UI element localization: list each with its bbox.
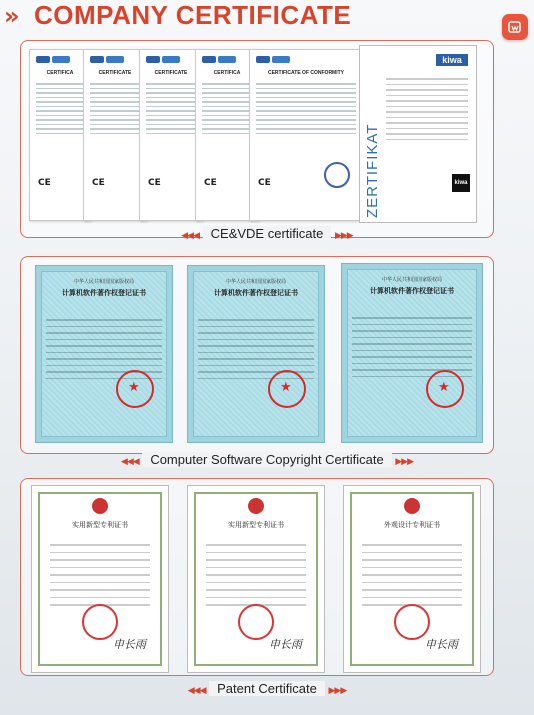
page-title: COMPANY CERTIFICATE <box>34 0 352 30</box>
signature: 申长雨 <box>425 638 458 651</box>
ce-mark-icon: CE <box>204 178 217 188</box>
ce-mark-icon: CE <box>38 178 51 188</box>
ce-certificate-conformity[interactable] <box>249 49 363 221</box>
ce-certificate-title: CERTIFICATE <box>98 70 132 76</box>
software-cert-authority: 中华人民共和国国家版权局 <box>225 279 286 285</box>
page-header <box>0 0 534 32</box>
software-cert-title: 计算机软件著作权登记证书 <box>214 289 298 297</box>
patent-cert-title: 实用新型专利证书 <box>72 521 128 529</box>
national-emblem-icon <box>248 498 264 514</box>
red-seal-icon <box>426 370 464 408</box>
caption-arrows-icon: ▶▶▶ <box>334 230 353 240</box>
ce-certificate-3[interactable] <box>139 49 203 221</box>
patent-certificate-3[interactable] <box>343 485 481 673</box>
patent-caption <box>0 681 534 696</box>
national-emblem-icon <box>92 498 108 514</box>
ce-mark-icon: CE <box>148 178 161 188</box>
red-seal-icon <box>238 604 274 640</box>
patent-cert-title: 外观设计专利证书 <box>384 521 440 529</box>
caption-arrows-icon: ▶▶▶ <box>328 685 347 695</box>
patent-certificate-1[interactable] <box>31 485 169 673</box>
caption-arrows-icon: ▶▶▶ <box>395 456 414 466</box>
caption-text: Computer Software Copyright Certificate <box>142 452 391 467</box>
ce-certificate-title: CERTIFICA <box>46 70 74 76</box>
patent-cert-title: 实用新型专利证书 <box>228 521 284 529</box>
software-cert-authority: 中华人民共和国国家版权局 <box>73 279 134 285</box>
red-seal-icon <box>116 370 154 408</box>
caption-arrows-icon: ◀◀◀ <box>181 230 200 240</box>
red-seal-icon <box>268 370 306 408</box>
ce-certificate-title: CERTIFICATE <box>154 70 188 76</box>
red-seal-icon <box>394 604 430 640</box>
patent-certificate-2[interactable] <box>187 485 325 673</box>
software-cert-authority: 中华人民共和国国家版权局 <box>381 277 442 283</box>
patent-panel <box>20 478 494 676</box>
ce-vde-panel <box>20 40 494 238</box>
software-cert-title: 计算机软件著作权登记证书 <box>62 289 146 297</box>
ce-mark-icon: CE <box>258 178 271 188</box>
seal-icon <box>324 162 350 188</box>
caption-arrows-icon: ◀◀◀ <box>187 685 206 695</box>
kiwa-small-logo-icon: kiwa <box>452 174 470 192</box>
software-certificate-1[interactable] <box>35 265 173 443</box>
ce-vde-caption <box>0 226 534 241</box>
kiwa-logo: kiwa <box>436 54 468 66</box>
software-copyright-panel <box>20 256 494 454</box>
software-caption <box>0 452 534 467</box>
software-certificate-3[interactable] <box>341 263 483 443</box>
caption-text: CE&VDE certificate <box>203 226 332 241</box>
share-icon[interactable] <box>502 14 528 40</box>
ce-certificate-2[interactable] <box>83 49 147 221</box>
signature: 申长雨 <box>269 638 302 651</box>
software-certificate-2[interactable] <box>187 265 325 443</box>
caption-text: Patent Certificate <box>209 681 325 696</box>
chevron-icon: » <box>4 2 14 30</box>
national-emblem-icon <box>404 498 420 514</box>
zertifikat-label: ZERTIFIKAT <box>364 123 381 218</box>
ce-certificate-title: CERTIFICA <box>213 70 241 76</box>
ce-mark-icon: CE <box>92 178 105 188</box>
software-cert-title: 计算机软件著作权登记证书 <box>370 287 454 295</box>
red-seal-icon <box>82 604 118 640</box>
caption-arrows-icon: ◀◀◀ <box>120 456 139 466</box>
ce-certificate-1[interactable] <box>29 49 91 221</box>
signature: 申长雨 <box>113 638 146 651</box>
ce-certificate-title: CERTIFICATE OF CONFORMITY <box>267 70 344 76</box>
kiwa-certificate[interactable] <box>359 45 477 223</box>
